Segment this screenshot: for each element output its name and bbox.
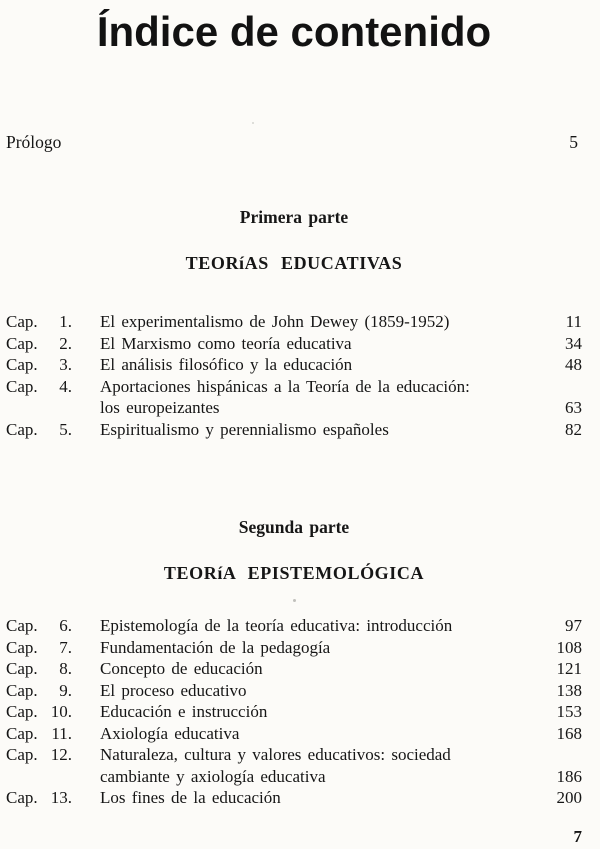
chapter-title-line: Naturaleza, cultura y valores educativos: sociedad xyxy=(100,745,451,764)
chapter-page-number: 82 xyxy=(565,419,582,439)
toc-entry-cap-7 xyxy=(6,637,582,659)
page-folio: 7 xyxy=(573,826,582,846)
chapter-number: 9. xyxy=(59,680,72,700)
chapter-number: 12. xyxy=(50,745,72,764)
chapter-title-line: Espiritualismo y perennialismo españoles xyxy=(100,419,389,439)
chapter-title-line: Los fines de la educación xyxy=(100,788,281,807)
chapter-title-line: Aportaciones hispánicas a la Teoría de la educación: xyxy=(100,376,470,396)
chapter-title-line: Educación e instrucción xyxy=(100,702,268,721)
chapter-label: Cap. xyxy=(6,312,38,331)
chapter-title xyxy=(72,744,540,787)
chapter-title-line: cambiante y axiología educativa xyxy=(100,766,326,786)
toc-entry-cap-6 xyxy=(6,615,582,637)
chapter-label: Cap. xyxy=(6,702,38,721)
chapter-label: Cap. xyxy=(6,333,38,353)
chapter-page-number: 186 xyxy=(556,766,582,786)
chapter-number: 8. xyxy=(59,659,72,678)
toc-entry-cap-4 xyxy=(6,376,582,419)
chapter-page-number: 97 xyxy=(565,616,582,635)
chapter-title-line: El proceso educativo xyxy=(100,680,247,700)
chapter-title xyxy=(72,333,540,355)
chapter-label: Cap. xyxy=(6,419,38,439)
chapter-label: Cap. xyxy=(6,616,38,635)
chapter-title xyxy=(72,658,540,680)
toc-entry-cap-8 xyxy=(6,658,582,680)
chapter-page-number: 121 xyxy=(556,659,582,678)
toc-entry-cap-9 xyxy=(6,680,582,702)
chapter-title xyxy=(72,354,540,376)
toc-entry-cap-13 xyxy=(6,787,582,809)
prologue-page-number: 5 xyxy=(569,132,578,152)
chapter-title xyxy=(72,311,540,333)
chapter-number: 2. xyxy=(59,333,72,353)
chapter-title xyxy=(72,787,540,809)
chapter-number: 11. xyxy=(51,723,72,743)
toc-entry-cap-1 xyxy=(6,311,582,333)
section-heading-teoria-epistemologica: TEORíA EPISTEMOLÓGICA xyxy=(163,563,425,583)
chapter-page-number: 34 xyxy=(565,333,582,353)
section-heading-teorias-educativas: TEORíAS EDUCATIVAS xyxy=(185,253,403,273)
chapter-page-number: 200 xyxy=(556,788,582,807)
chapter-title xyxy=(72,615,540,637)
chapter-label: Cap. xyxy=(6,723,38,743)
chapter-label: Cap. xyxy=(6,745,38,764)
chapter-title xyxy=(72,680,540,702)
part-heading-primera: Primera parte xyxy=(239,207,349,227)
chapter-title-line: Concepto de educación xyxy=(100,659,263,678)
toc-entry-cap-2 xyxy=(6,333,582,355)
chapter-number: 4. xyxy=(59,376,72,396)
chapter-page-number: 11 xyxy=(565,312,582,331)
chapter-number: 3. xyxy=(59,355,72,374)
chapter-title xyxy=(72,637,540,659)
chapter-title-line: El Marxismo como teoría educativa xyxy=(100,333,352,353)
chapter-title-line: El experimentalismo de John Dewey (1859-1952) xyxy=(100,312,450,331)
chapter-number: 5. xyxy=(59,419,72,439)
prologue-row xyxy=(6,132,582,153)
chapter-number: 7. xyxy=(59,637,72,657)
chapter-page-number: 138 xyxy=(556,680,582,700)
toc-entries-primera xyxy=(6,311,582,440)
chapter-number: 1. xyxy=(59,312,72,331)
toc-entry-cap-11 xyxy=(6,723,582,745)
toc-entries-segunda xyxy=(6,615,582,809)
chapter-page-number: 48 xyxy=(565,355,582,374)
chapter-number: 6. xyxy=(59,616,72,635)
scan-speck xyxy=(293,599,296,602)
chapter-title xyxy=(72,419,540,441)
chapter-title-line: los europeizantes xyxy=(100,398,220,417)
chapter-page-number: 63 xyxy=(565,398,582,417)
chapter-label: Cap. xyxy=(6,659,38,678)
toc-entry-cap-10 xyxy=(6,701,582,723)
toc-entry-cap-5 xyxy=(6,419,582,441)
toc-entry-cap-3 xyxy=(6,354,582,376)
chapter-title-line: Axiología educativa xyxy=(100,723,240,743)
chapter-page-number: 153 xyxy=(556,702,582,721)
chapter-title xyxy=(72,723,540,745)
part-heading-segunda: Segunda parte xyxy=(238,517,350,537)
chapter-number: 10. xyxy=(50,702,72,721)
chapter-page-number: 168 xyxy=(556,723,582,743)
chapter-page-number: 108 xyxy=(556,637,582,657)
page-title: Índice de contenido xyxy=(96,8,492,55)
chapter-title-line: Epistemología de la teoría educativa: introducción xyxy=(100,616,453,635)
chapter-title xyxy=(72,376,540,419)
scan-speck xyxy=(252,122,254,124)
chapter-label: Cap. xyxy=(6,788,38,807)
chapter-title xyxy=(72,701,540,723)
prologue-label: Prólogo xyxy=(6,132,62,152)
chapter-title-line: Fundamentación de la pedagogía xyxy=(100,637,331,657)
chapter-number: 13. xyxy=(50,788,72,807)
chapter-label: Cap. xyxy=(6,376,38,396)
chapter-title-line: El análisis filosófico y la educación xyxy=(100,355,353,374)
chapter-label: Cap. xyxy=(6,680,38,700)
toc-entry-cap-12 xyxy=(6,744,582,787)
chapter-label: Cap. xyxy=(6,637,38,657)
chapter-label: Cap. xyxy=(6,355,38,374)
